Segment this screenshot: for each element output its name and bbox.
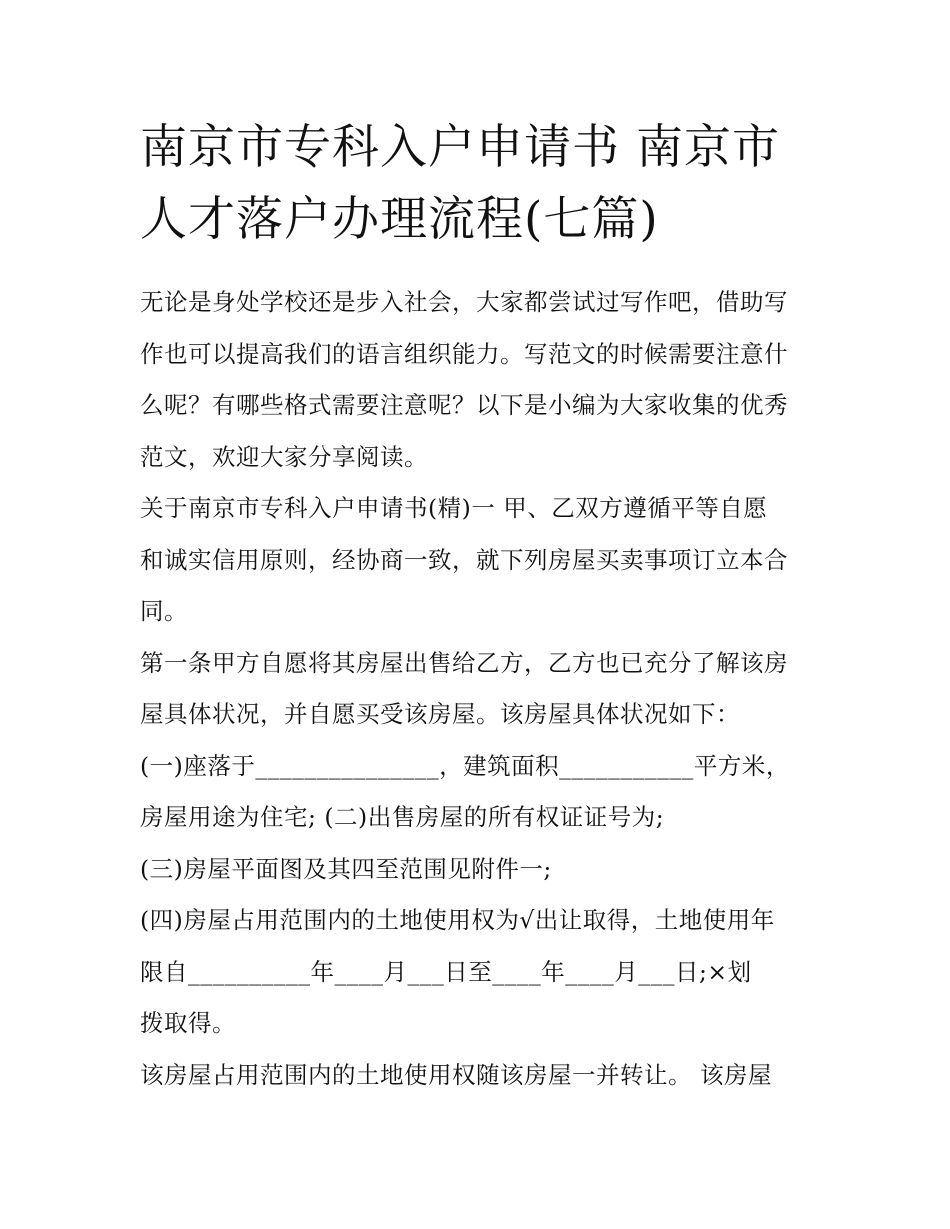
- body-line: 无论是身处学校还是步入社会，大家都尝试过写作吧，借助写: [140, 288, 788, 316]
- document-body: [140, 277, 820, 1101]
- body-line: 房屋用途为住宅; (二)出售房屋的所有权证证号为;: [140, 803, 665, 831]
- title-line-1: 南京市专科入户申请书 南京市: [140, 120, 780, 175]
- body-line: 么呢？有哪些格式需要注意呢？以下是小编为大家收集的优秀: [140, 391, 788, 419]
- body-line: (一)座落于_______________，建筑面积___________平方米，: [140, 751, 790, 780]
- body-line: 限自__________年____月___日至____年____月___日;×划: [140, 957, 752, 986]
- body-line: 范文，欢迎大家分享阅读。: [140, 442, 428, 471]
- body-line: 关于南京市专科入户申请书(精)一 甲、乙双方遵循平等自愿: [140, 494, 768, 522]
- body-line: 作也可以提高我们的语言组织能力。写范文的时候需要注意什: [140, 339, 788, 368]
- body-line: (三)房屋平面图及其四至范围见附件一;: [140, 854, 552, 883]
- body-line: 该房屋占用范围内的土地使用权随该房屋一并转让。 该房屋: [140, 1060, 772, 1089]
- body-line: 和诚实信用原则，经协商一致，就下列房屋买卖事项订立本合: [140, 545, 788, 574]
- body-line: 拨取得。: [140, 1009, 236, 1037]
- body-line: 第一条甲方自愿将其房屋出售给乙方，乙方也已充分了解该房: [140, 648, 788, 677]
- body-line: (四)房屋占用范围内的土地使用权为√出让取得，土地使用年: [140, 906, 775, 934]
- document-title: [140, 112, 820, 256]
- body-line: 同。: [140, 597, 188, 625]
- title-line-2: 人才落户办理流程(七篇): [140, 192, 659, 247]
- body-line: 屋具体状况，并自愿买受该房屋。该房屋具体状况如下：: [140, 700, 740, 728]
